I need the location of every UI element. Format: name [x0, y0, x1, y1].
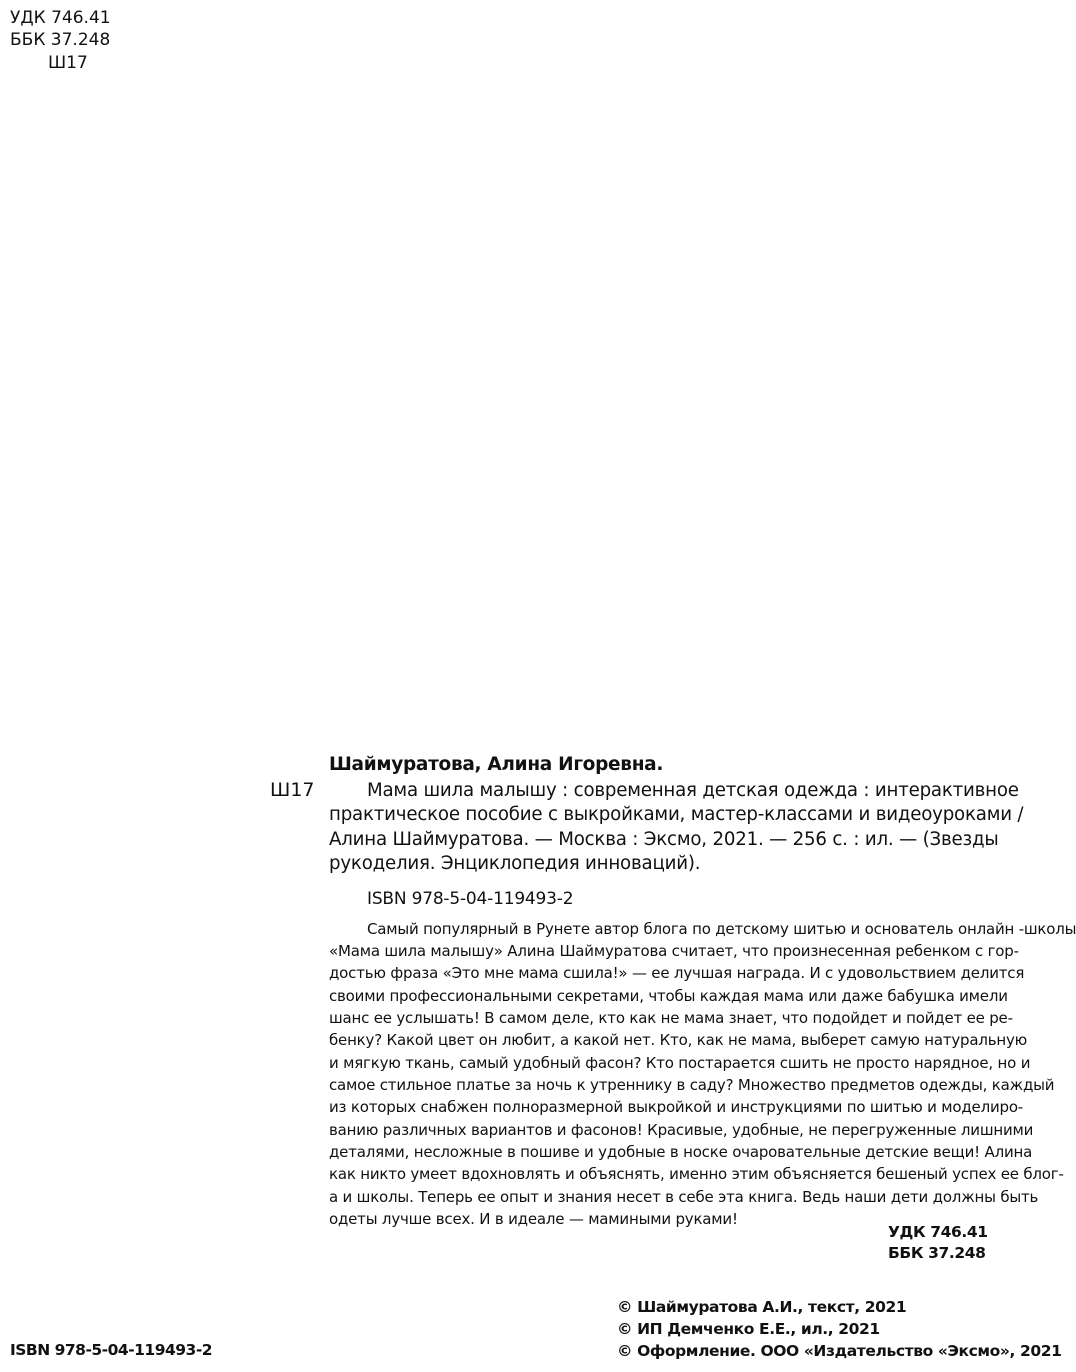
- copyright-line: © Оформление. ООО «Издательство «Эксмо», 2021: [617, 1342, 1062, 1360]
- annotation-line: а и школы. Теперь ее опыт и знания несет в себе эта книга. Ведь наши дети должны быть: [329, 1188, 1039, 1206]
- top-bbk-code: ББК 37.248: [10, 30, 111, 50]
- card-author: Шаймуратова, Алина Игоревна.: [329, 754, 664, 775]
- annotation-line: «Мама шила малышу» Алина Шаймуратова считает, что произнесенная ребенком с гор-: [329, 942, 1019, 960]
- annotation-line: шанс ее услышать! В самом деле, кто как не мама знает, что подойдет и пойдет ее ре-: [329, 1009, 1013, 1027]
- annotation-line: самое стильное платье за ночь к утреннику в саду? Множество предметов одежды, каждый: [329, 1076, 1055, 1094]
- annotation-line: как никто умеет вдохновлять и объяснять, именно этим объясняется бешеный успех ее блог-: [329, 1165, 1064, 1183]
- top-udk-code: УДК 746.41: [10, 8, 111, 28]
- annotation-line: своими профессиональными секретами, чтобы каждая мама или даже бабушка имели: [329, 987, 1008, 1005]
- footer-isbn: ISBN 978-5-04-119493-2: [10, 1341, 213, 1359]
- annotation-line: деталями, несложные в пошиве и удобные в носке очаровательные детские вещи! Алина: [329, 1143, 1033, 1161]
- description-line: Мама шила малышу : современная детская одежда : интерактивное: [367, 780, 1019, 801]
- annotation-line: ванию различных вариантов и фасонов! Красивые, удобные, не перегруженные лишними: [329, 1121, 1034, 1139]
- annotation-line: Самый популярный в Рунете автор блога по детскому шитью и основатель онлайн -школы: [367, 920, 1076, 938]
- top-author-mark: Ш17: [48, 53, 88, 73]
- annotation-line: достью фраза «Это мне мама сшила!» — ее лучшая награда. И с удовольствием делится: [329, 964, 1025, 982]
- annotation-line: из которых снабжен полноразмерной выкройкой и инструкциями по шитью и моделиро-: [329, 1098, 1024, 1116]
- card-udk-code: УДК 746.41: [888, 1223, 988, 1241]
- card-isbn: ISBN 978-5-04-119493-2: [367, 889, 574, 909]
- description-line: Алина Шаймуратова. — Москва : Эксмо, 2021. — 256 с. : ил. — (Звезды: [329, 829, 999, 850]
- annotation-line: бенку? Какой цвет он любит, а какой нет. Кто, как не мама, выберет самую натуральную: [329, 1031, 1028, 1049]
- copyright-line: © ИП Демченко Е.Е., ил., 2021: [617, 1320, 880, 1338]
- annotation-line: и мягкую ткань, самый удобный фасон? Кто постарается сшить не просто нарядное, но и: [329, 1054, 1031, 1072]
- description-line: рукоделия. Энциклопедия инноваций).: [329, 853, 701, 874]
- card-bbk-code: ББК 37.248: [888, 1244, 986, 1262]
- card-author-mark: Ш17: [270, 779, 315, 801]
- description-line: практическое пособие с выкройками, мастер-классами и видеоуроками /: [329, 804, 1024, 825]
- copyright-line: © Шаймуратова А.И., текст, 2021: [617, 1298, 907, 1316]
- annotation-line: одеты лучше всех. И в идеале — мамиными руками!: [329, 1210, 738, 1228]
